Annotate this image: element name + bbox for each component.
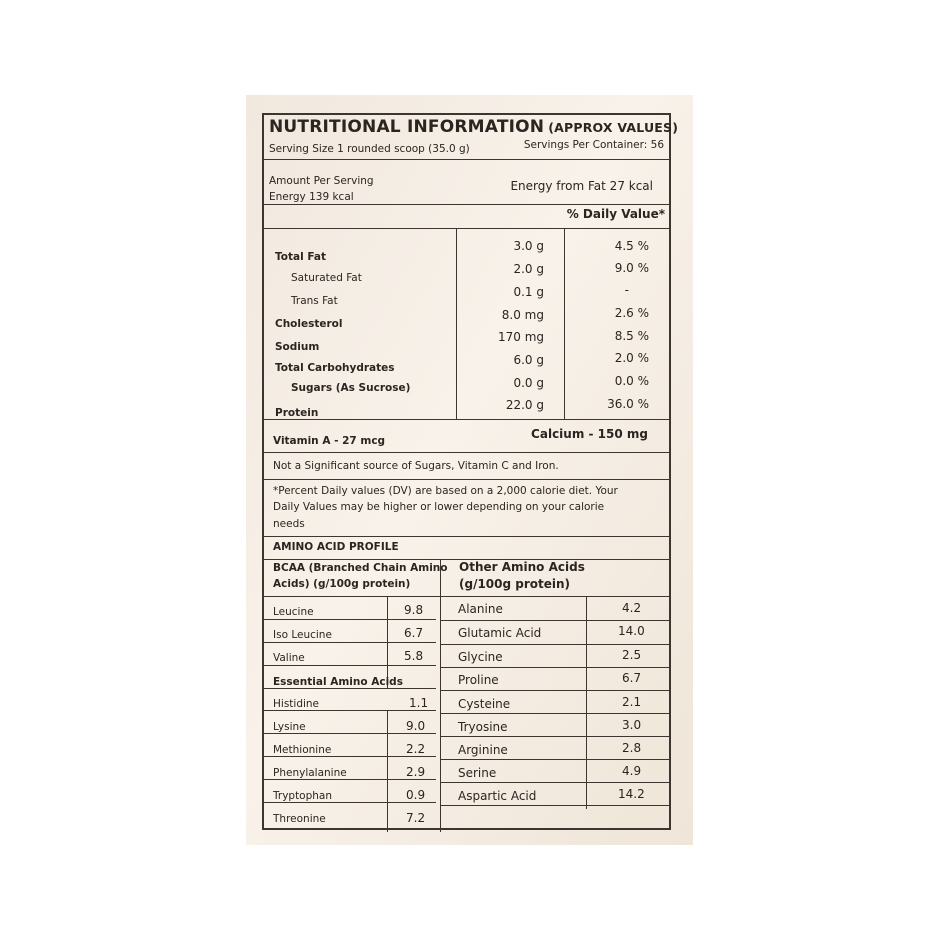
nutrient-amount: 0.1 g [513,285,544,299]
amino-name: Valine [273,652,305,664]
row-divider [441,644,669,645]
divider [264,159,669,160]
amino-value: 3.0 [622,718,642,732]
amino-value: 2.9 [406,765,426,779]
row-divider [441,759,669,760]
column-divider [586,596,587,809]
amino-value: 7.2 [406,811,426,825]
amino-value: 0.9 [406,788,426,802]
nutrient-name: Total Fat [275,251,327,263]
amino-value: 1.1 [409,696,429,710]
amino-name: Threonine [273,813,326,825]
dv-note-line: needs [273,518,305,530]
nutrition-title [269,117,678,137]
row-divider [441,620,669,621]
nutrient-amount: 22.0 g [505,398,544,412]
amino-value: 14.0 [618,624,645,638]
title-suffix: (APPROX VALUES) [548,120,679,135]
column-divider [387,710,388,832]
nutrient-amount: 2.0 g [513,262,544,276]
amino-name: Lysine [273,721,306,733]
amino-name: Arginine [458,743,508,757]
column-divider [456,229,457,419]
row-divider [264,756,436,757]
amino-value: 2.2 [406,742,426,756]
row-divider [441,782,669,783]
divider [264,596,669,597]
dv-note-line: *Percent Daily values (DV) are based on a 2,000 calorie diet. Your [273,485,618,497]
amino-value: 2.1 [622,695,642,709]
amino-name: Alanine [458,602,503,616]
amino-value: 9.0 [406,719,426,733]
row-divider [441,667,669,668]
divider [264,204,669,205]
column-divider [440,560,441,832]
nutrient-name: Saturated Fat [291,272,362,284]
other-amino-header: (g/100g protein) [459,577,571,591]
amino-profile-title: AMINO ACID PROFILE [273,541,399,553]
bcaa-header: Acids) (g/100g protein) [273,578,411,590]
nutrient-amount: 8.0 mg [501,308,544,322]
amino-value: 4.9 [622,764,642,778]
amino-value: 6.7 [622,671,642,685]
nutrient-dv: 8.5 % [614,329,649,343]
amino-name: Phenylalanine [273,767,347,779]
row-divider [264,733,436,734]
nutrient-dv: 2.6 % [614,306,649,320]
divider [264,452,669,453]
nutrition-panel [262,113,679,830]
nutrient-name: Sugars (As Sucrose) [291,382,411,394]
vitamin-a: Vitamin A - 27 mcg [273,435,386,447]
row-divider [441,713,669,714]
amount-per-serving: Amount Per Serving [269,175,374,187]
amino-name: Histidine [273,698,320,710]
title-main: NUTRITIONAL INFORMATION [269,117,545,137]
nutrient-dv: 0.0 % [614,374,649,388]
nutrient-dv: 9.0 % [614,261,649,275]
nutrition-label-card [246,95,693,845]
nutrient-amount: 0.0 g [513,376,544,390]
nutrient-name: Sodium [275,341,320,353]
energy-from-fat: Energy from Fat 27 kcal [510,179,653,193]
amino-name: Aspartic Acid [458,789,537,803]
bcaa-header: BCAA (Branched Chain Amino [273,562,448,574]
row-divider [264,802,436,803]
row-divider [264,779,436,780]
essential-amino-title: Essential Amino Acids [273,676,403,688]
daily-value-label: % Daily Value* [566,207,665,221]
nutrient-amount: 3.0 g [513,239,544,253]
row-divider [441,690,669,691]
energy: Energy 139 kcal [269,191,354,203]
other-amino-header: Other Amino Acids [459,560,585,574]
amino-name: Glutamic Acid [458,626,542,640]
nutrient-name: Protein [275,407,319,419]
row-divider [264,619,436,620]
nutrient-amount: 6.0 g [513,353,544,367]
amino-value: 14.2 [618,787,645,801]
amino-name: Glycine [458,650,503,664]
row-divider [441,736,669,737]
amino-name: Proline [458,673,499,687]
row-divider [264,642,436,643]
serving-size: Serving Size 1 rounded scoop (35.0 g) [269,143,470,155]
amino-value: 2.5 [622,648,642,662]
amino-value: 9.8 [404,603,424,617]
nutrient-name: Cholesterol [275,318,343,330]
nutrient-name: Total Carbohydrates [275,362,395,374]
row-divider [264,710,436,711]
nutrient-dv: 4.5 % [614,239,649,253]
calcium: Calcium - 150 mg [531,427,648,441]
nutrient-name: Trans Fat [291,295,338,307]
amino-name: Leucine [273,606,314,618]
nutrient-amount: 170 mg [497,330,544,344]
amino-name: Tryosine [458,720,508,734]
divider [264,419,669,420]
amino-name: Iso Leucine [273,629,332,641]
nutrient-dv: - [624,283,629,297]
servings-per-container: Servings Per Container: 56 [523,139,664,151]
amino-value: 4.2 [622,601,642,615]
amino-name: Tryptophan [273,790,333,802]
dv-note-line: Daily Values may be higher or lower depending on your calorie [273,501,605,513]
amino-name: Cysteine [458,697,511,711]
column-divider [564,229,565,419]
row-divider [264,688,436,689]
amino-name: Serine [458,766,497,780]
nutrient-dv: 2.0 % [614,351,649,365]
amino-value: 6.7 [404,626,424,640]
divider [264,228,669,229]
amino-name: Methionine [273,744,332,756]
amino-value: 5.8 [404,649,424,663]
not-significant-note: Not a Significant source of Sugars, Vitamin C and Iron. [273,460,559,472]
amino-value: 2.8 [622,741,642,755]
nutrient-dv: 36.0 % [607,397,649,411]
divider [264,536,669,537]
divider [264,479,669,480]
row-divider [264,665,436,666]
row-divider [441,805,669,806]
